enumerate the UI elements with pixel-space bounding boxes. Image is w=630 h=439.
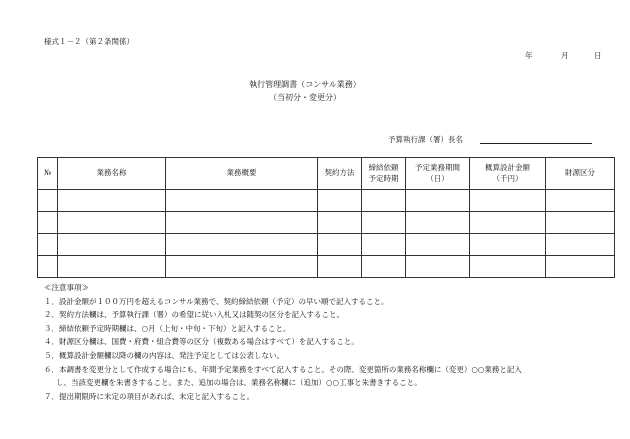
header-number: № — [38, 158, 58, 190]
table-cell[interactable] — [318, 234, 362, 256]
date-day-label: 日 — [594, 51, 602, 60]
chief-name-line[interactable] — [480, 143, 592, 144]
table-cell[interactable] — [58, 190, 166, 212]
chief-name-label: 予算執行課（署）長名 — [388, 135, 463, 144]
table-cell[interactable] — [406, 256, 470, 278]
note-item: ３．締結依頼予定時期欄は、○月（上旬・中旬・下旬）と記入すること。 — [44, 323, 291, 333]
table-cell[interactable] — [362, 212, 406, 234]
management-table — [37, 157, 615, 278]
header-contract-timing: 締結依頼 予定時期 — [362, 158, 406, 190]
header-funding-source: 財源区分 — [546, 158, 615, 190]
date-year-label: 年 — [525, 51, 533, 60]
header-business-summary: 業務概要 — [166, 158, 318, 190]
table-cell[interactable] — [38, 256, 58, 278]
document-title: 執行管理調書（コンサル業務） — [249, 80, 361, 89]
table-cell[interactable] — [38, 234, 58, 256]
table-cell[interactable] — [318, 256, 362, 278]
table-cell[interactable] — [470, 212, 546, 234]
header-business-name: 業務名称 — [58, 158, 166, 190]
table-cell[interactable] — [362, 256, 406, 278]
table-cell[interactable] — [470, 234, 546, 256]
notes-section — [44, 281, 522, 403]
header-business-period: 予定業務期間 （日） — [406, 158, 470, 190]
table-cell[interactable] — [546, 256, 615, 278]
note-item: ６．本調書を変更分として作成する場合にも、年間予定業務をすべて記入すること。その際、変更箇所の業務名称欄に（変更）○○業務と記入 — [44, 364, 522, 374]
table-cell[interactable] — [362, 234, 406, 256]
notes-heading: ≪注意事項≫ — [44, 283, 89, 292]
note-item: ５．概算設計金額欄以降の欄の内容は、発注予定としては公表しない。 — [44, 350, 284, 360]
table-cell[interactable] — [546, 212, 615, 234]
table-cell[interactable] — [166, 190, 318, 212]
table-row — [38, 234, 615, 256]
table-cell[interactable] — [58, 212, 166, 234]
table-cell[interactable] — [406, 190, 470, 212]
table-row — [38, 212, 615, 234]
table-cell[interactable] — [166, 212, 318, 234]
table-row — [38, 256, 615, 278]
table-cell[interactable] — [470, 190, 546, 212]
table-cell[interactable] — [318, 212, 362, 234]
table-cell[interactable] — [38, 212, 58, 234]
table-cell[interactable] — [406, 212, 470, 234]
note-item: １．設計金額が１００万円を超えるコンサル業務で、契約締結依頼（予定）の早い順で記入すること。 — [44, 296, 389, 306]
table-cell[interactable] — [546, 190, 615, 212]
table-cell[interactable] — [470, 256, 546, 278]
table-cell[interactable] — [38, 190, 58, 212]
note-item: ４．財源区分欄は、国費・府費・組合費等の区分（複数ある場合はすべて）を記入すること。 — [44, 337, 359, 347]
table-row — [38, 190, 615, 212]
table-cell[interactable] — [362, 190, 406, 212]
table-cell[interactable] — [166, 234, 318, 256]
form-id: 様式１－２（第２条関係） — [44, 37, 134, 46]
note-item-continuation: し、当該変更欄を朱書きすること。また、追加の場合は、業務名称欄に（追加）○○工事と朱書きすること。 — [56, 378, 422, 388]
table-cell[interactable] — [58, 234, 166, 256]
table-cell[interactable] — [546, 234, 615, 256]
table-header-row — [38, 158, 615, 190]
note-item: ７．提出期限時に未定の項目があれば、未定と記入すること。 — [44, 391, 254, 401]
note-item: ２．契約方法欄は、予算執行課（署）の希望に従い入札又は随契の区分を記入すること。 — [44, 310, 344, 320]
header-contract-method: 契約方法 — [318, 158, 362, 190]
table-cell[interactable] — [58, 256, 166, 278]
date-month-label: 月 — [561, 51, 569, 60]
document-subtitle: （当初分・変更分） — [269, 93, 341, 102]
table-cell[interactable] — [166, 256, 318, 278]
table-cell[interactable] — [318, 190, 362, 212]
table-cell[interactable] — [406, 234, 470, 256]
header-design-amount: 概算設計金額 （千円） — [470, 158, 546, 190]
